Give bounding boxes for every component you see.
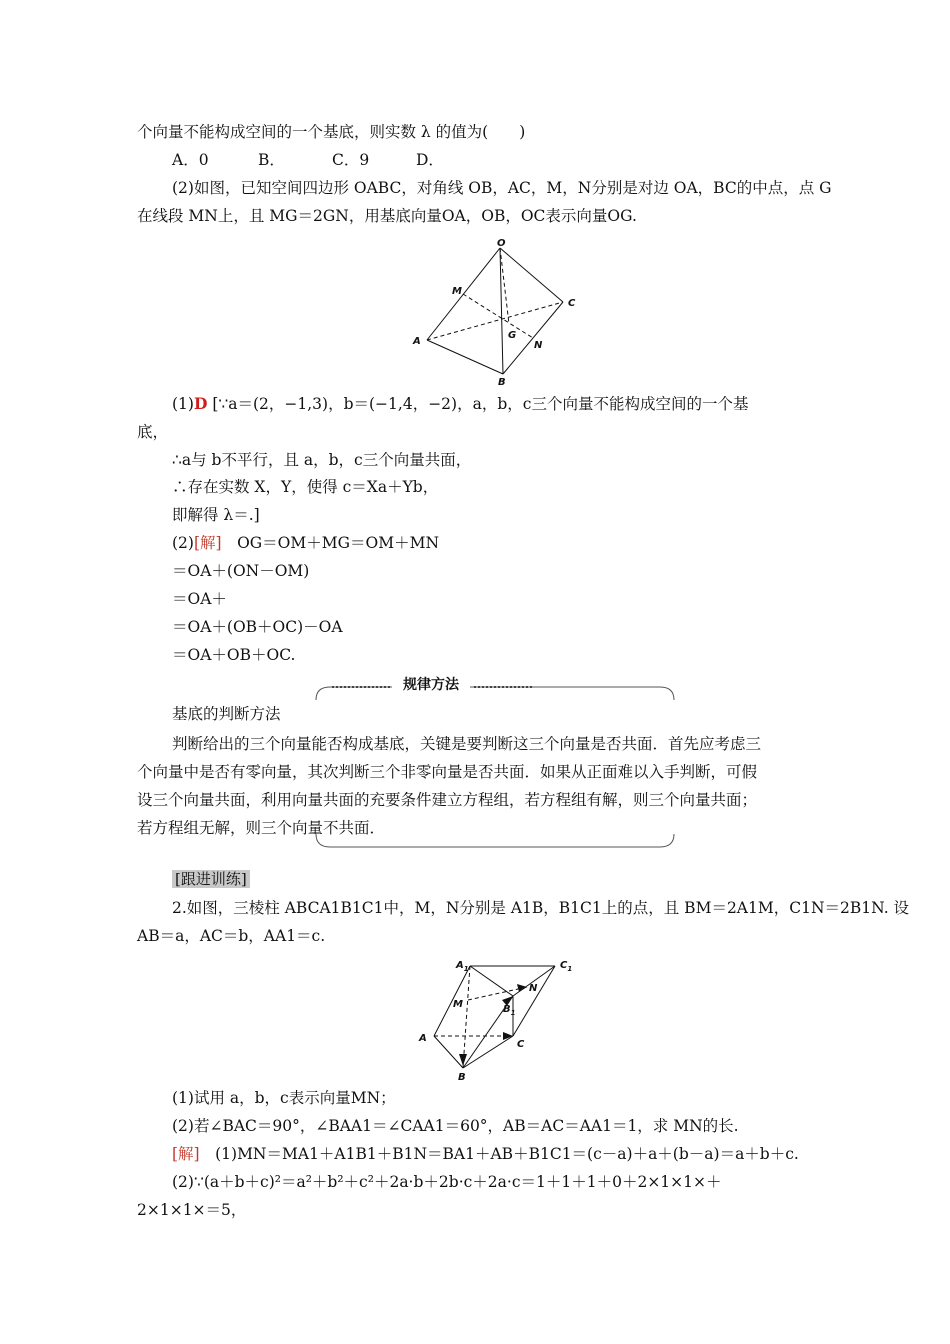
- practice-question-line-2: AB＝a，AC＝b，AA1＝c.: [137, 927, 326, 945]
- solution-2-line-4: ＝OA＋(OB＋OC)－OA: [172, 618, 343, 636]
- practice-answer-line-3: 2×1×1×＝5，: [137, 1201, 247, 1219]
- method-line-4: 若方程组无解，则三个向量不共面．: [137, 819, 386, 837]
- solution-1-line-4: ∴存在实数 X，Y，使得 c＝Xa＋Yb，: [172, 478, 439, 496]
- fig2-label-a: A: [419, 1033, 427, 1044]
- solution-2-line-1: [172, 533, 439, 553]
- solution-1-number: (1): [172, 395, 194, 413]
- solution-2-line-2: ＝OA＋(ON－OM): [172, 562, 310, 580]
- answer-tag: [解]: [172, 1145, 200, 1163]
- method-line-2: 个向量中是否有零向量，其次判断三个非零向量是否共面．如果从正面难以入手判断，可假: [137, 763, 758, 781]
- solution-1-line-1: [172, 394, 748, 414]
- practice-answer-line-1: [172, 1144, 799, 1164]
- fig1-label-g: G: [508, 330, 517, 341]
- solution-2-line-3: ＝OA＋: [172, 590, 227, 608]
- fig2-label-n: N: [529, 983, 538, 994]
- fig2-label-m: M: [453, 999, 463, 1010]
- method-heading: 基底的判断方法: [172, 705, 281, 723]
- practice-question-line-1: 2.如图，三棱柱 ABCA1B1C1中，M，N分别是 A1B，B1C1上的点，且 BM＝2A1M，C1N＝2B1N. 设: [172, 899, 910, 917]
- method-line-1: 判断给出的三个向量能否构成基底，关键是要判断这三个向量是否共面．首先应考虑三: [172, 735, 762, 753]
- solution-2-number: (2): [172, 534, 194, 552]
- practice-subquestion-2: (2)若∠BAC＝90°，∠BAA1＝∠CAA1＝60°，AB＝AC＝AA1＝1，求 MN的长.: [172, 1117, 739, 1135]
- practice-answer-line-2: (2)∵(a＋b＋c)²＝a²＋b²＋c²＋2a·b＋2b·c＋2a·c＝1＋1＋1＋0＋2×1×1×＋: [172, 1173, 722, 1191]
- option-b: B．: [258, 151, 285, 169]
- problem-2-line-1: (2)如图，已知空间四边形 OABC，对角线 OB，AC，M，N分别是对边 OA，BC的中点，点 G: [172, 179, 832, 197]
- fig1-label-m: M: [452, 286, 462, 297]
- answer-choice: D: [193, 394, 208, 413]
- method-box-title: 规律方法: [392, 676, 470, 694]
- option-d: D．: [416, 151, 444, 169]
- problem-1-tail: 个向量不能构成空间的一个基底，则实数 λ 的值为( ): [137, 123, 526, 141]
- tetrahedron-figure: [400, 234, 590, 390]
- fig1-label-n: N: [534, 340, 543, 351]
- fig1-label-c: C: [568, 298, 576, 309]
- fig2-label-a1: $A_1$: [456, 960, 469, 973]
- practice-subquestion-1: (1)试用 a，b，c表示向量MN；: [172, 1089, 396, 1107]
- solution-tag: [解]: [193, 534, 222, 552]
- answer-1-text: (1)MN＝MA1＋A1B1＋B1N＝BA1＋AB＋B1C1＝(c－a)＋a＋(b－a)＝a＋b＋c.: [199, 1145, 799, 1163]
- fig2-label-c1: $C_1$: [560, 960, 573, 973]
- fig1-label-b: B: [498, 377, 506, 388]
- option-a: A．0: [172, 151, 209, 169]
- solution-2-line-5: ＝OA＋OB＋OC.: [172, 646, 296, 664]
- prism-figure: [410, 954, 580, 1084]
- practice-label: [跟进训练]: [172, 870, 250, 888]
- solution-1-text: [∵a＝(2，−1,3)，b＝(−1,4，−2)，a，b，c三个向量不能构成空间的一个基: [207, 395, 749, 413]
- problem-2-line-2: 在线段 MN上，且 MG＝2GN，用基底向量OA，OB，OC表示向量OG.: [137, 207, 637, 225]
- solution-1-line-3: ∴a与 b不平行，且 a，b，c三个向量共面，: [172, 451, 472, 469]
- fig1-label-o: O: [497, 238, 506, 249]
- solution-1-line-5: 即解得 λ＝.]: [172, 506, 260, 524]
- method-line-3: 设三个向量共面，利用向量共面的充要条件建立方程组，若方程组有解，则三个向量共面；: [137, 791, 758, 809]
- option-c: C．9: [332, 151, 370, 169]
- fig2-label-b1: $B_1$: [503, 1004, 516, 1017]
- fig2-label-b: B: [458, 1072, 466, 1083]
- solution-1-line-2: 底，: [137, 423, 169, 441]
- fig1-label-a: A: [413, 336, 421, 347]
- solution-2-text: OG＝OM＋MG＝OM＋MN: [221, 534, 440, 552]
- fig2-label-c: C: [517, 1039, 525, 1050]
